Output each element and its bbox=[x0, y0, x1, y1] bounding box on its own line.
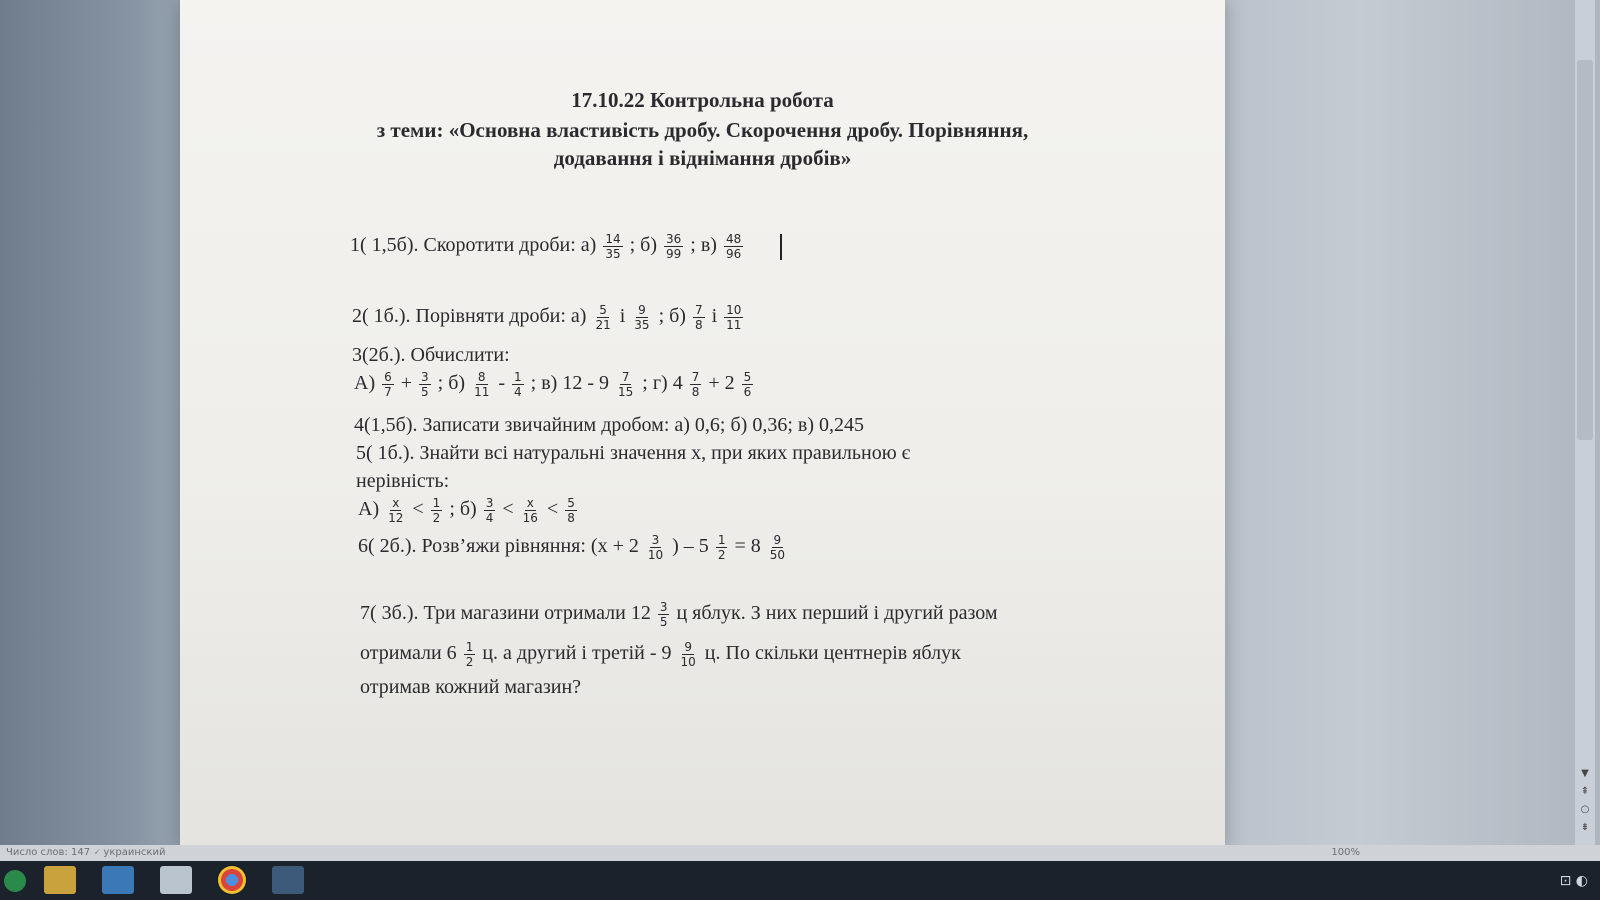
task-5-line2: нерівність: bbox=[356, 470, 450, 492]
fraction: $\frac{7}{15}$ bbox=[618, 370, 634, 399]
fraction: $\frac{7}{8}$ bbox=[691, 370, 700, 399]
fraction: $\frac{9}{10}$ bbox=[680, 640, 696, 669]
fraction: $\frac{14}{35}$ bbox=[605, 232, 621, 261]
chrome-icon[interactable] bbox=[218, 866, 246, 894]
task-3-heading: 3(2б.). Обчислити: bbox=[352, 344, 510, 366]
scroll-thumb[interactable] bbox=[1577, 60, 1593, 440]
app-window-icon[interactable] bbox=[102, 866, 134, 894]
prev-page-icon[interactable]: ⇞ bbox=[1580, 786, 1590, 797]
task-1-text: 1( 1,5б). Скоротити дроби: а) bbox=[350, 234, 597, 257]
doc-title-line1: 17.10.22 Контрольна робота bbox=[571, 88, 834, 112]
doc-title-line3: додавання і віднімання дробів» bbox=[553, 146, 852, 170]
fraction: $\frac{5}{21}$ bbox=[595, 303, 611, 332]
text-cursor bbox=[780, 234, 782, 260]
task-1: 1( 1,5б). Скоротити дроби: а) $\frac{14}{35}$ ; б) $\frac{36}{99}$ ; в) $\frac{48}{96}$ bbox=[350, 232, 782, 261]
task-7-line1: 7( 3б.). Три магазини отримали 12 $\frac{3}{5}$ ц яблук. З них перший і другий разом bbox=[360, 600, 998, 629]
start-button-icon[interactable] bbox=[4, 870, 26, 892]
fraction: $\frac{1}{2}$ bbox=[432, 496, 441, 525]
status-bar bbox=[0, 845, 1600, 861]
fraction: $\frac{3}{5}$ bbox=[421, 370, 429, 399]
zoom-level[interactable]: 100% bbox=[1331, 847, 1360, 858]
task-7-line2: отримали 6 $\frac{1}{2}$ ц. а другий і третій - 9 $\frac{9}{10}$ ц. По скільки центнерів яблук bbox=[360, 640, 961, 669]
fraction: $\frac{3}{10}$ bbox=[647, 533, 664, 562]
scroll-down-icon[interactable]: ▼ bbox=[1581, 768, 1589, 779]
doc-title-line2: з теми: «Основна властивість дробу. Скорочення дробу. Порівняння, bbox=[376, 118, 1029, 142]
fraction: $\frac{8}{11}$ bbox=[474, 370, 490, 399]
fraction: $\frac{3}{5}$ bbox=[659, 600, 668, 629]
browse-object-icon[interactable]: ○ bbox=[1580, 804, 1590, 815]
file-explorer-icon[interactable] bbox=[44, 866, 76, 894]
taskbar bbox=[0, 861, 1600, 900]
fraction: $\frac{7}{8}$ bbox=[694, 303, 703, 332]
vertical-scrollbar[interactable] bbox=[1575, 0, 1595, 845]
fraction: $\frac{9}{50}$ bbox=[769, 533, 786, 562]
task-5: А) $\frac{x}{12}$ < $\frac{1}{2}$ ; б) $\frac{3}{4}$ < $\frac{x}{16}$ < $\frac{5}{8}$ bbox=[358, 496, 575, 525]
fraction: $\frac{1}{2}$ bbox=[465, 640, 474, 669]
fraction: $\frac{9}{35}$ bbox=[634, 303, 650, 332]
fraction: $\frac{48}{96}$ bbox=[725, 232, 742, 261]
task-3: А) $\frac{6}{7}$ + $\frac{3}{5}$ ; б) $\frac{8}{11}$ - $\frac{1}{4}$ ; в) 12 - 9 $\frac{7}{15}$ ; г) 4 $\frac{7}{8}$ + 2 $\frac{5}{6}$ bbox=[354, 370, 752, 399]
fraction: $\frac{36}{99}$ bbox=[666, 232, 682, 261]
task-4: 4(1,5б). Записати звичайним дробом: а) 0,6; б) 0,36; в) 0,245 bbox=[354, 414, 864, 436]
task-7-line3: отримав кожний магазин? bbox=[360, 676, 582, 698]
task-5-line1: 5( 1б.). Знайти всі натуральні значення х, при яких правильною є bbox=[356, 442, 911, 464]
fraction: $\frac{6}{7}$ bbox=[384, 370, 392, 399]
task-6: 6( 2б.). Розв’яжи рівняння: (х + 2 $\frac{3}{10}$ ) – 5 $\frac{1}{2}$ = 8 $\frac{9}{50}$ bbox=[358, 533, 786, 562]
fraction: $\frac{x}{12}$ bbox=[388, 496, 404, 525]
word-icon[interactable] bbox=[272, 866, 304, 894]
fraction: $\frac{x}{16}$ bbox=[522, 496, 538, 525]
status-word-count: Число слов: 147 🗸 украинский bbox=[6, 847, 166, 858]
next-page-icon[interactable]: ⇟ bbox=[1580, 822, 1590, 833]
fraction: $\frac{5}{6}$ bbox=[743, 370, 752, 399]
task-2: 2( 1б.). Порівняти дроби: а) $\frac{5}{21}$ і $\frac{9}{35}$ ; б) $\frac{7}{8}$ і $\frac{10}{11}$ bbox=[352, 303, 742, 332]
calculator-icon[interactable] bbox=[160, 866, 192, 894]
fraction: $\frac{5}{8}$ bbox=[567, 496, 575, 525]
system-tray-icon[interactable]: ⊡ ◐ bbox=[1559, 873, 1588, 889]
document-content bbox=[180, 0, 1225, 845]
fraction: $\frac{3}{4}$ bbox=[485, 496, 494, 525]
fraction: $\frac{1}{2}$ bbox=[717, 533, 726, 562]
scroll-buttons[interactable] bbox=[1579, 765, 1591, 837]
fraction: $\frac{10}{11}$ bbox=[726, 303, 742, 332]
fraction: $\frac{1}{4}$ bbox=[514, 370, 522, 399]
